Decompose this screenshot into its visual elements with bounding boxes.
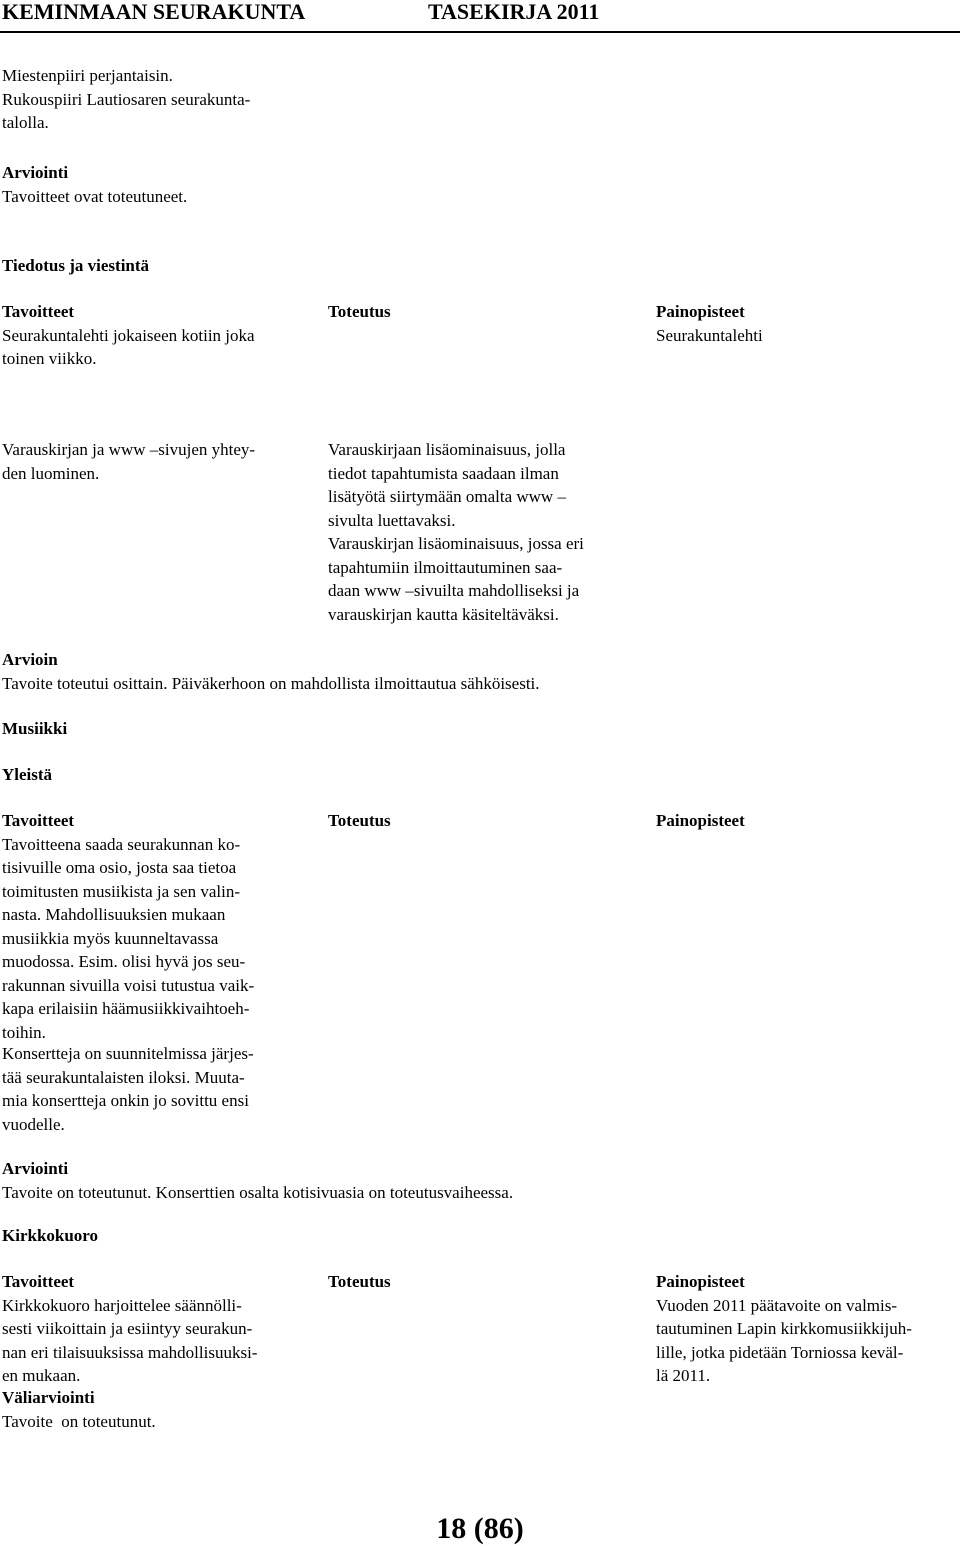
arvioin-heading: Arvioin [2, 650, 58, 669]
painopiste-text: lä 2011. [656, 1366, 711, 1385]
toteutus-text: tiedot tapahtumista saadaan ilman [328, 463, 559, 483]
col-header-toteutus: Toteutus [328, 302, 391, 321]
arviointi-heading: Arviointi [2, 1159, 69, 1178]
header-doc-title: TASEKIRJA 2011 [428, 0, 600, 24]
intro-line-1: Miestenpiiri perjantaisin. [2, 66, 173, 85]
arviointi-text: Tavoite on toteutunut. Konserttien osalta kotisivuasia on toteutusvaiheessa. [2, 1182, 514, 1202]
toteutus-text: varauskirjan kautta käsiteltäväksi. [328, 604, 559, 624]
col-header-tavoitteet: Tavoitteet [2, 811, 75, 830]
arviointi-text: Tavoitteet ovat toteutuneet. [2, 186, 188, 206]
tavoite-text: toinen viikko. [2, 349, 97, 368]
page-number: 18 (86) [436, 1512, 524, 1545]
header-org: KEMINMAAN SEURAKUNTA [2, 0, 306, 24]
col-header-toteutus: Toteutus [328, 811, 391, 830]
tavoite-text: nasta. Mahdollisuuksien mukaan [2, 905, 226, 924]
tavoite-text: muodossa. Esim. olisi hyvä jos seu- [2, 952, 246, 971]
toteutus-text: lisätyötä siirtymään omalta www – [328, 487, 566, 506]
tavoite-text: rakunnan sivuilla voisi tutustua vaik- [2, 975, 255, 995]
tavoite-text: Tavoitteena saada seurakunnan ko- [2, 834, 241, 854]
intro-line-3: talolla. [2, 113, 49, 132]
arvioin-text: Tavoite toteutui osittain. Päiväkerhoon on mahdollista ilmoittautua sähköisesti. [2, 673, 540, 693]
valiarviointi-text: Tavoite on toteutunut. [2, 1411, 156, 1431]
tavoite-text: kapa erilaisiin häämusiikkivaihtoeh- [2, 999, 250, 1018]
tavoite-text: en mukaan. [2, 1366, 81, 1385]
tavoite-text: Seurakuntalehti jokaiseen kotiin joka [2, 325, 255, 345]
header-rule [0, 31, 960, 33]
tavoite-text: den luominen. [2, 463, 100, 483]
toteutus-text: Varauskirjan lisäominaisuus, jossa eri [328, 534, 584, 553]
tavoite-text: nan eri tilaisuuksissa mahdollisuuksi- [2, 1342, 258, 1362]
painopiste-text: tautuminen Lapin kirkkomusiikkijuh- [656, 1319, 912, 1338]
toteutus-text: Varauskirjaan lisäominaisuus, jolla [328, 440, 566, 459]
painopiste-text: Seurakuntalehti [656, 325, 763, 345]
toteutus-text: daan www –sivuilta mahdolliseksi ja [328, 581, 580, 600]
tavoite-text: mia konsertteja onkin jo sovittu ensi [2, 1091, 249, 1110]
arviointi-heading: Arviointi [2, 163, 69, 182]
subsection-title-yleista: Yleistä [2, 765, 53, 784]
col-header-painopisteet: Painopisteet [656, 302, 745, 321]
painopiste-text: lille, jotka pidetään Torniossa keväl- [656, 1342, 904, 1362]
tavoite-text: musiikkia myös kuunneltavassa [2, 928, 219, 948]
valiarviointi-heading: Väliarviointi [2, 1388, 95, 1407]
tavoite-text: Varauskirjan ja www –sivujen yhtey- [2, 440, 256, 459]
intro-line-2: Rukouspiiri Lautiosaren seurakunta- [2, 89, 251, 109]
section-title-musiikki: Musiikki [2, 719, 68, 738]
section-title-kirkkokuoro: Kirkkokuoro [2, 1226, 99, 1245]
tavoite-text: vuodelle. [2, 1114, 65, 1134]
col-header-toteutus: Toteutus [328, 1272, 391, 1291]
painopiste-text: Vuoden 2011 päätavoite on valmis- [656, 1295, 898, 1315]
tavoite-text: tää seurakuntalaisten iloksi. Muuta- [2, 1067, 245, 1087]
tavoite-text: Konsertteja on suunnitelmissa järjes- [2, 1044, 254, 1063]
col-header-tavoitteet: Tavoitteet [2, 302, 75, 321]
col-header-painopisteet: Painopisteet [656, 1272, 745, 1291]
tavoite-text: sesti viikoittain ja esiintyy seurakun- [2, 1319, 253, 1338]
col-header-painopisteet: Painopisteet [656, 811, 745, 830]
tavoite-text: tisivuille oma osio, josta saa tietoa [2, 858, 237, 877]
tavoite-text: Kirkkokuoro harjoittelee säännölli- [2, 1295, 242, 1315]
tavoite-text: toimitusten musiikista ja sen valin- [2, 881, 240, 901]
toteutus-text: sivulta luettavaksi. [328, 510, 456, 530]
tavoite-text: toihin. [2, 1022, 46, 1042]
toteutus-text: tapahtumiin ilmoittautuminen saa- [328, 557, 563, 577]
section-title-tiedotus: Tiedotus ja viestintä [2, 256, 150, 275]
col-header-tavoitteet: Tavoitteet [2, 1272, 75, 1291]
